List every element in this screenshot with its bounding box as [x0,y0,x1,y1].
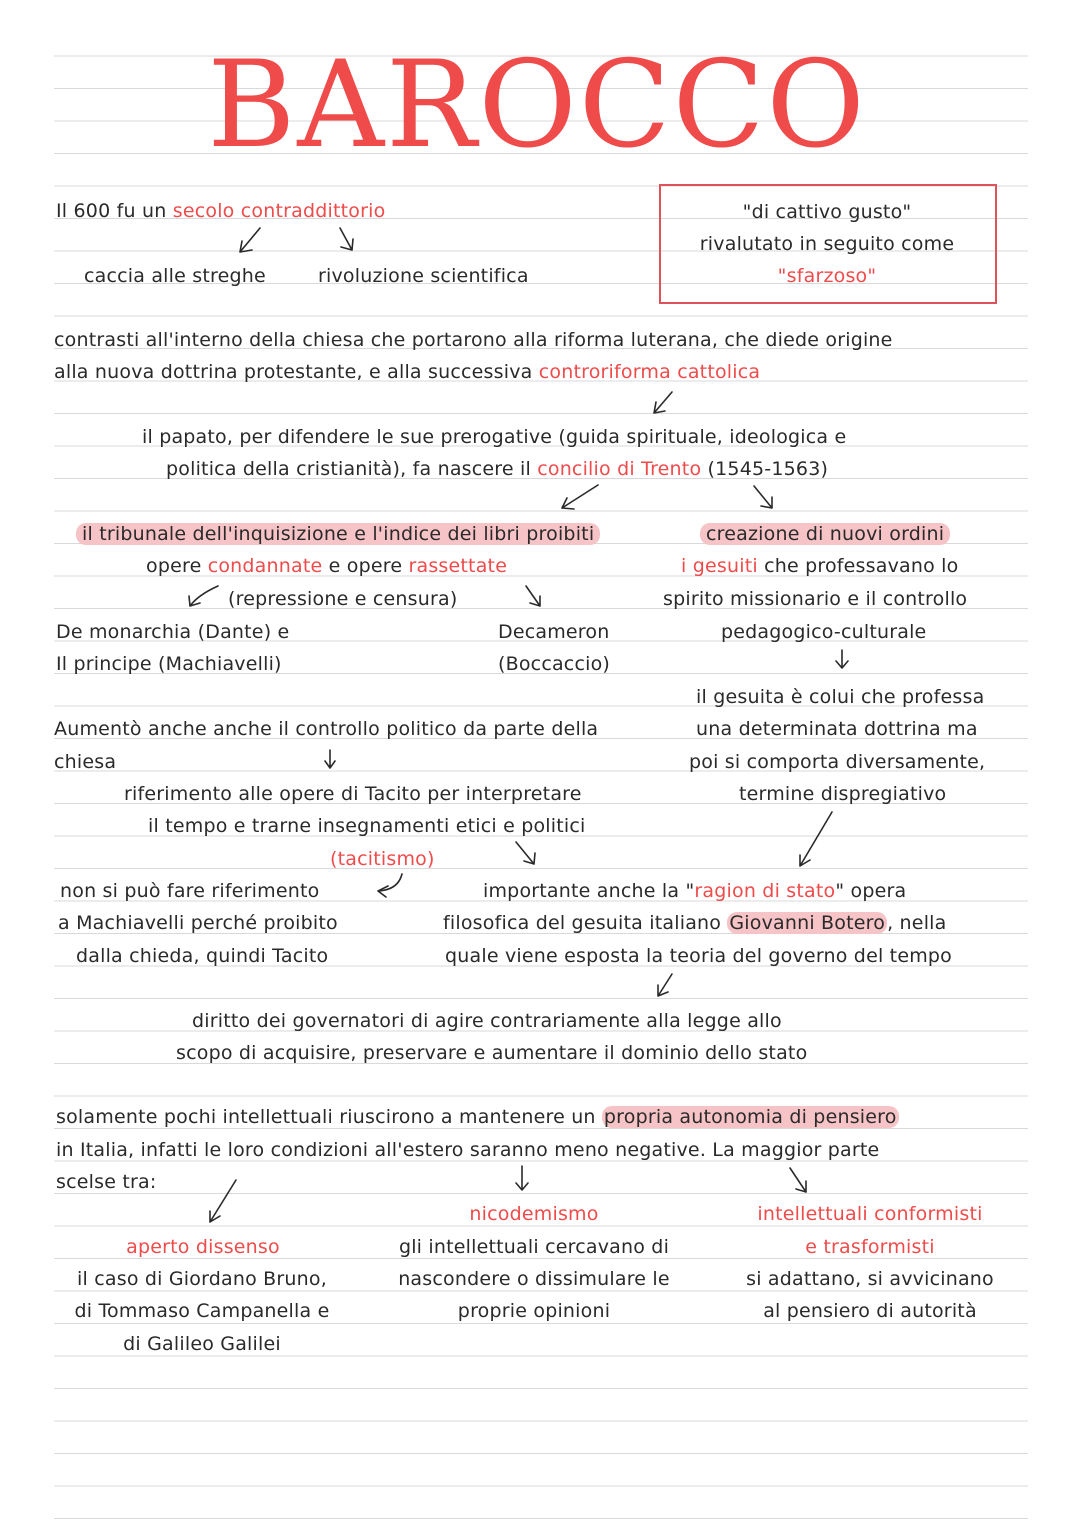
intellettuali-prefix: solamente pochi intellettuali riuscirono a mantenere un [56,1106,602,1128]
contrasti-prefix: alla nuova dottrina protestante, e alla successiva [54,361,539,383]
conformisti-line-1: si adattano, si avvicinano [746,1268,994,1290]
arrow-condannate [189,586,218,606]
arrow-gesuita-ragion [800,812,832,866]
ordini-line-2: spirito missionario e il controllo [663,588,968,610]
arrow-ordini-down [836,650,848,668]
gesuita-def-3: poi si comporta diversamente, [689,751,986,773]
ordini-line-3: pedagogico-culturale [721,621,927,643]
arrow-ragion-diritto [658,974,672,996]
arrow-concilio-left [562,485,598,509]
machiavelli-line-1: non si può fare riferimento [60,880,320,902]
ragion-highlight: ragion di stato [694,880,836,902]
box-line-1: "di cattivo gusto" [742,201,912,223]
ordini-heading [700,522,950,546]
nicodemismo-line-3: proprie opinioni [457,1300,611,1322]
arrow-concilio-right [754,486,772,508]
contrasti-line-1: contrasti all'interno della chiesa che portarono alla riforma luterana, che diede origine [54,329,893,351]
arrow-tacitismo-back [378,874,402,897]
autonomia-highlight: propria autonomia di pensiero [603,1106,897,1128]
dissenso-title: aperto dissenso [126,1236,280,1258]
tribunale-heading [76,522,600,546]
gesuita-def-1: il gesuita è colui che professa [696,686,985,708]
nicodemismo-title: nicodemismo [469,1203,599,1225]
diritto-line-2: scopo di acquisire, preservare e aumentare il dominio dello stato [176,1042,808,1064]
arrow-intro-left [240,228,260,252]
ragion-line-3: quale viene esposta la teoria del governo del tempo [445,945,953,967]
ragion-line-2-suffix: , nella [887,912,947,934]
opere-text-b: e opere [322,555,409,577]
intellettuali-line-2: in Italia, infatti le loro condizioni all'estero saranno meno negative. La maggior parte [56,1139,880,1161]
conformisti-title-1: intellettuali conformisti [757,1203,983,1225]
rassettate-highlight: rassettate [408,555,508,577]
gesuita-def-4: termine dispregiativo [739,783,947,805]
condannate-highlight: condannate [207,555,323,577]
dissenso-line-1: il caso di Giordano Bruno, [77,1268,327,1290]
papato-line-1: il papato, per difendere le sue prerogative (guida spirituale, ideologica e [142,426,847,448]
intro-highlight: secolo contraddittorio [172,200,386,222]
rassettate-right-1: Decameron [498,621,610,643]
contrasti-line-2 [54,360,760,384]
ordini-line-1 [681,554,958,578]
ragion-prefix: importante anche la " [483,880,695,902]
arrow-tacito-right [516,842,535,864]
tacito-line-1: riferimento alle opere di Tacito per interpretare [124,783,582,805]
papato-dates: (1545-1563) [701,458,829,480]
ordini-line-1-suffix: che professavano lo [757,555,959,577]
machiavelli-line-2: a Machiavelli perché proibito [58,912,338,934]
arrow-dissenso [210,1180,236,1222]
rassettate-right-2: (Boccaccio) [498,653,611,675]
intro-prefix: Il 600 fu un [56,200,173,222]
gesuita-def-2: una determinata dottrina ma [696,718,978,740]
dissenso-line-3: di Galileo Galilei [123,1333,281,1355]
opere-text-a: opere [146,555,208,577]
tribunale-heading-text: il tribunale dell'inquisizione e l'indice dei libri proibiti [76,523,600,545]
branch-right: rivoluzione scientifica [318,265,529,287]
controllo-line-1: Aumentò anche anche il controllo politico da parte della [54,718,599,740]
machiavelli-line-3: dalla chieda, quindi Tacito [76,945,329,967]
arrow-controriforma [654,392,672,413]
box-line-3: "sfarzoso" [777,265,877,287]
repressione-text: (repressione e censura) [228,588,458,610]
page-title: BAROCCO [207,36,867,175]
papato-line-2 [166,457,828,481]
intellettuali-line-1 [56,1105,899,1129]
arrow-nicodemismo [516,1166,528,1190]
papato-prefix: politica della cristianità), fa nascere il [166,458,538,480]
opere-line [146,554,507,578]
arrow-chiesa-down [325,750,335,768]
tacito-line-2: il tempo e trarne insegnamenti etici e politici [148,815,586,837]
conformisti-title-2: e trasformisti [805,1236,935,1258]
dissenso-line-2: di Tommaso Campanella e [74,1300,330,1322]
nicodemismo-line-2: nascondere o dissimulare le [398,1268,670,1290]
conformisti-line-2: al pensiero di autorità [763,1300,977,1322]
condannate-left-2: Il principe (Machiavelli) [56,653,282,675]
tacitismo-highlight: (tacitismo) [330,848,435,870]
arrow-rassettate [526,586,540,606]
ragion-suffix: " opera [835,880,907,902]
ragion-line-2 [443,911,947,935]
concilio-highlight: concilio di Trento [537,458,702,480]
controllo-line-2: chiesa [54,751,117,773]
arrow-intro-right [340,228,353,250]
arrow-conformisti [790,1168,806,1192]
controriforma-highlight: controriforma cattolica [538,361,761,383]
ragion-line-1 [483,879,906,903]
gesuiti-highlight: i gesuiti [681,555,758,577]
intro-line [56,199,385,223]
ordini-heading-text: creazione di nuovi ordini [700,523,950,545]
branch-left: caccia alle streghe [84,265,266,287]
diritto-line-1: diritto dei governatori di agire contrariamente alla legge allo [192,1010,782,1032]
intellettuali-line-3: scelse tra: [56,1171,157,1193]
ragion-line-2-prefix: filosofica del gesuita italiano [443,912,728,934]
nicodemismo-line-1: gli intellettuali cercavano di [398,1236,670,1258]
box-line-2: rivalutato in seguito come [699,233,955,255]
botero-highlight: Giovanni Botero [729,912,886,934]
condannate-left-1: De monarchia (Dante) e [56,621,290,643]
